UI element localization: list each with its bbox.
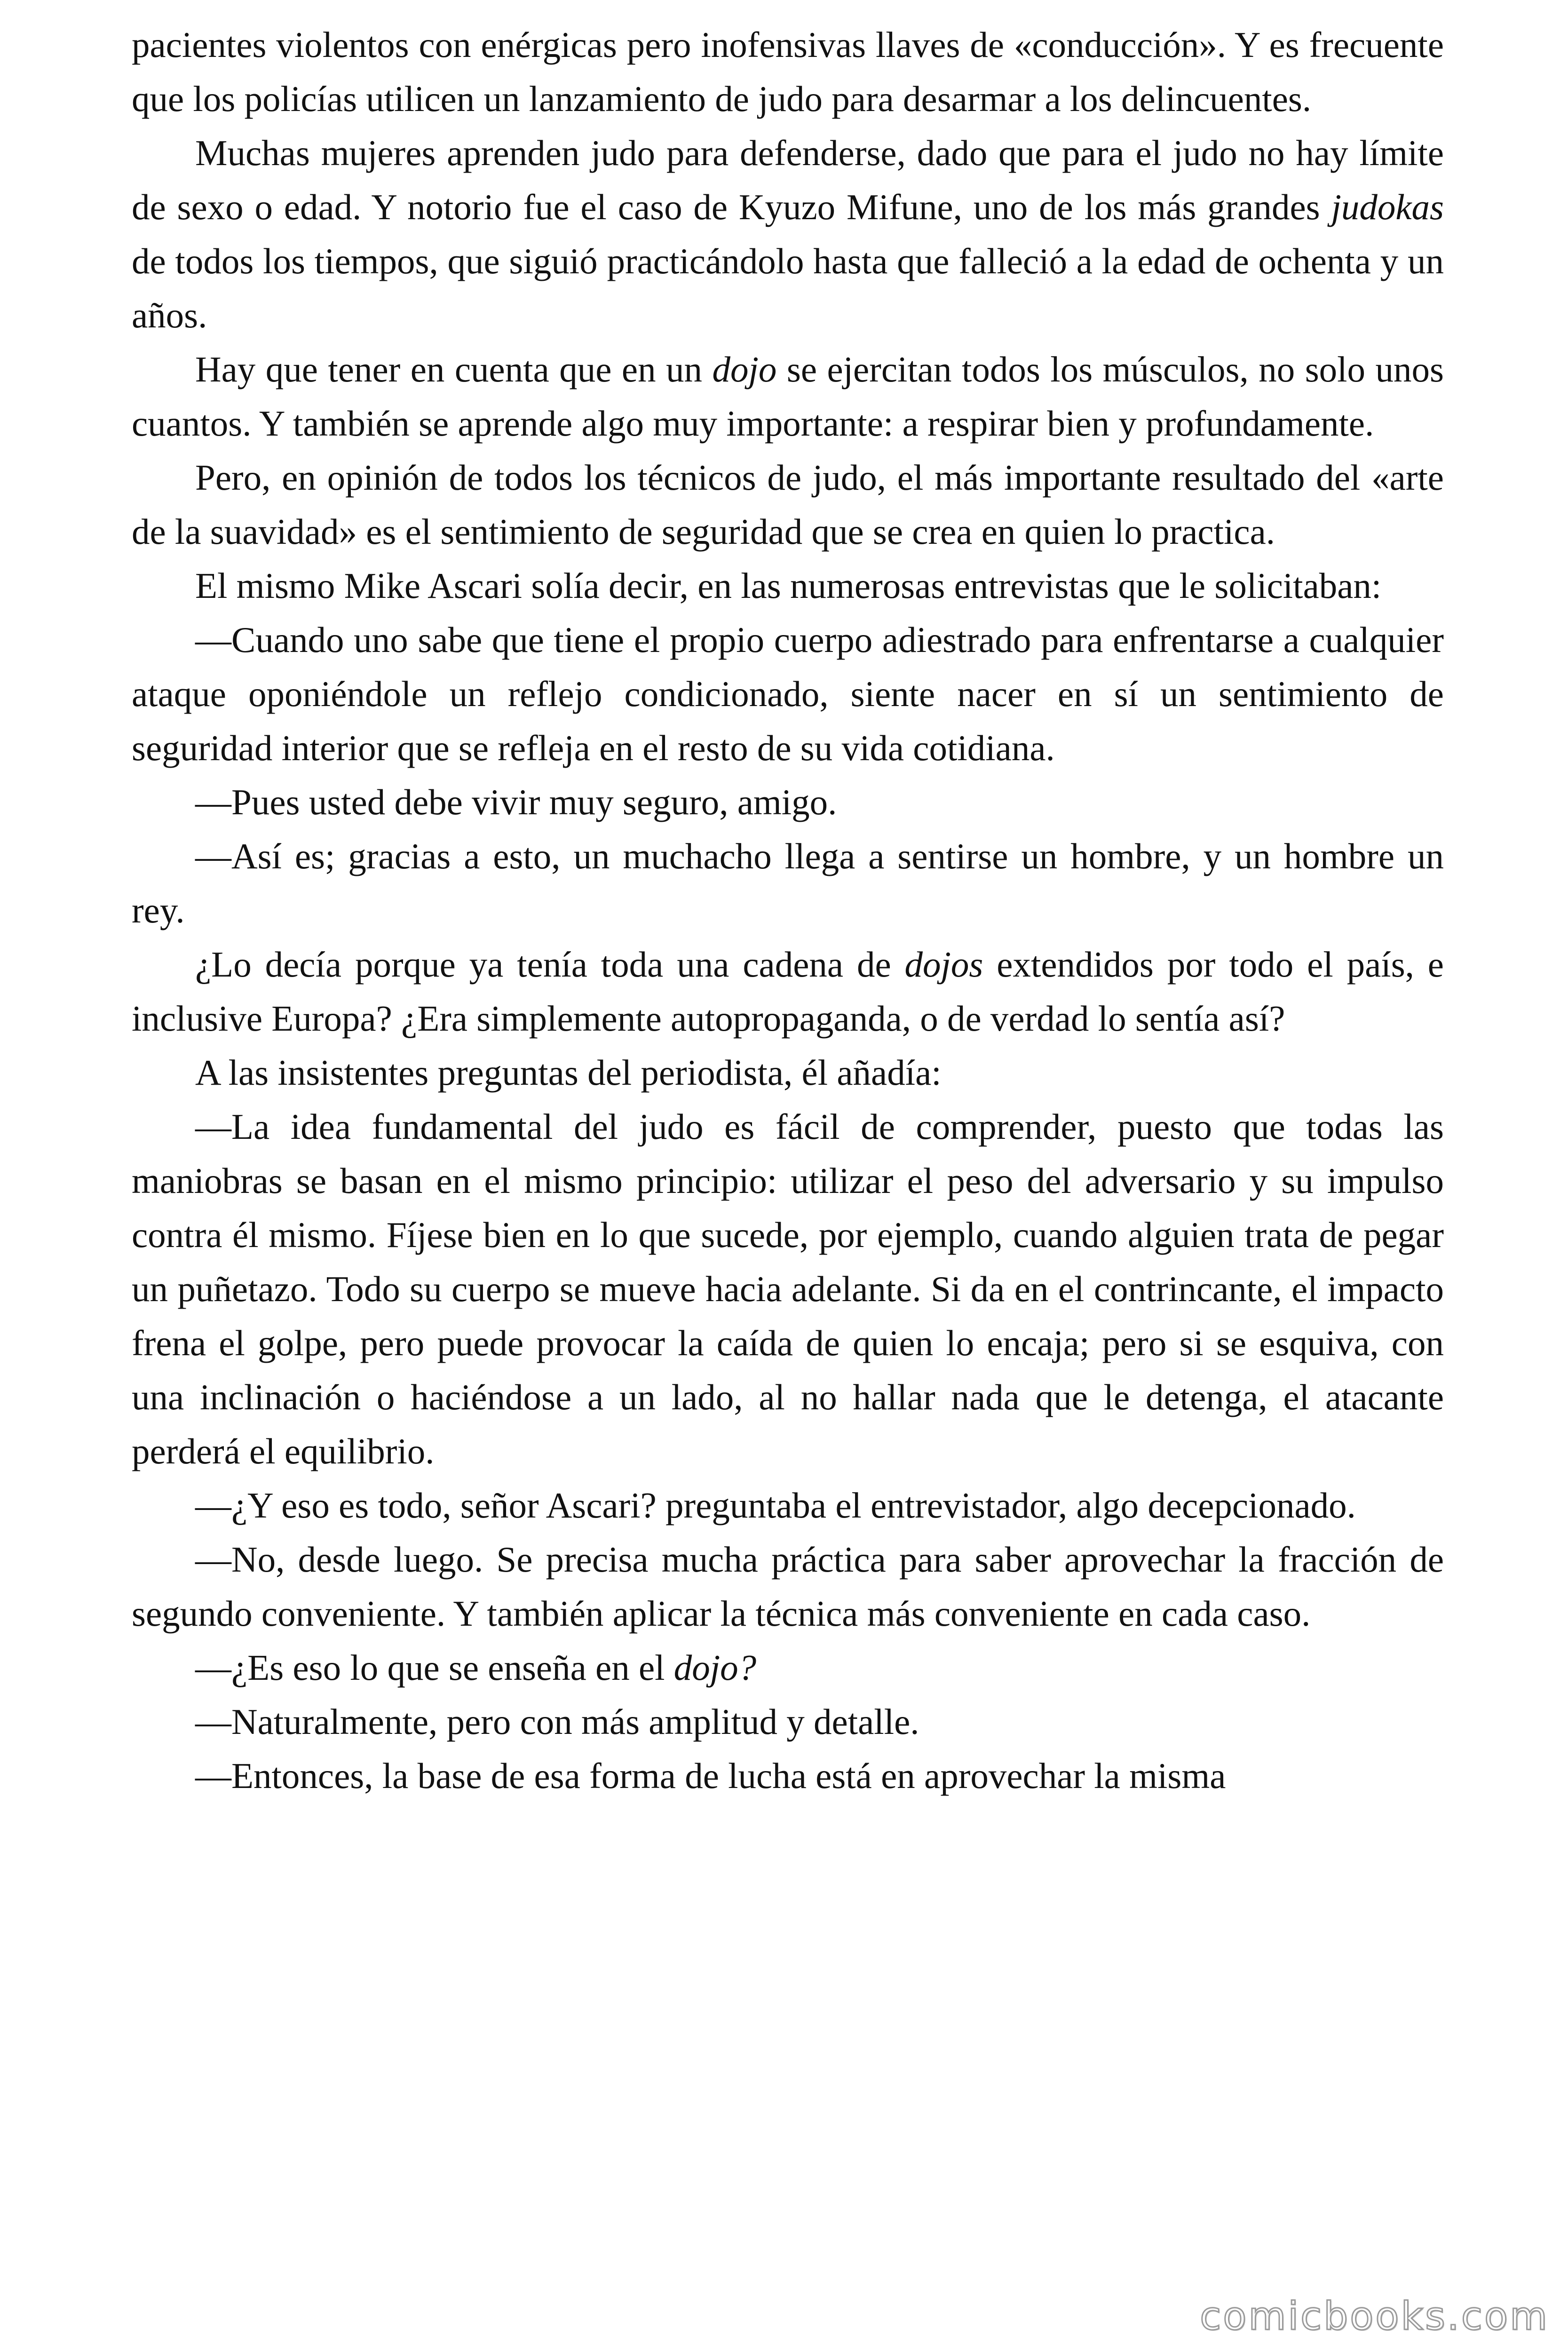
text-segment: Muchas mujeres aprenden judo para defenderse, dado que para el judo no hay límite de sexo o edad. Y notorio fue el caso de Kyuzo Mifune, uno de los más grandes [132,133,1444,227]
paragraph [132,342,1444,451]
text-segment: A las insistentes preguntas del periodista, él añadía: [195,1052,942,1093]
text-segment: pacientes violentos con enérgicas pero inofensivas llaves de «conducción». Y es frecuente que los policías utilicen un lanzamiento de judo para desarmar a los delincuentes. [132,24,1444,119]
paragraph [132,1478,1444,1533]
text-segment: —No, desde luego. Se precisa mucha práctica para saber aprovechar la fracción de segundo conveniente. Y también aplicar la técnica más conveniente en cada caso. [132,1539,1444,1634]
text-segment: —¿Y eso es todo, señor Ascari? preguntaba el entrevistador, algo decepcionado. [195,1485,1356,1526]
paragraph [132,938,1444,1046]
text-segment: extendidos por todo el país, e inclusive Europa? ¿Era simplemente autopropaganda, o de verdad lo sentía así? [132,944,1444,1039]
text-segment: El mismo Mike Ascari solía decir, en las numerosas entrevistas que le solicitaban: [195,565,1382,606]
text-segment: Pero, en opinión de todos los técnicos de judo, el más importante resultado del «arte de la suavidad» es el sentimiento de seguridad que se crea en quien lo practica. [132,457,1444,552]
paragraph [132,18,1444,126]
italic-term: dojo? [673,1647,757,1688]
paragraph [132,559,1444,613]
italic-term: dojo [712,349,777,389]
text-segment: —Pues usted debe vivir muy seguro, amigo. [195,782,837,822]
paragraph [132,451,1444,559]
watermark: comicbooks.com [1200,2294,1549,2339]
paragraph [132,126,1444,342]
text-segment: ¿Lo decía porque ya tenía toda una cadena de [195,944,905,985]
text-segment: —Cuando uno sabe que tiene el propio cuerpo adiestrado para enfrentarse a cualquier ataque oponiéndole un reflejo condicionado, siente nacer en sí un sentimiento de seguridad interior que se refleja en el resto de su vida cotidiana. [132,620,1444,768]
paragraph [132,1749,1444,1803]
text-segment: —Así es; gracias a esto, un muchacho llega a sentirse un hombre, y un hombre un rey. [132,836,1444,930]
text-segment: de todos los tiempos, que siguió practicándolo hasta que falleció a la edad de ochenta y un años. [132,241,1444,335]
paragraph [132,1533,1444,1641]
paragraph [132,829,1444,938]
text-segment: —Entonces, la base de esa forma de lucha está en aprovechar la misma [195,1756,1226,1796]
text-segment: —Naturalmente, pero con más amplitud y detalle. [195,1701,919,1742]
italic-term: dojos [904,944,983,985]
text-segment: Hay que tener en cuenta que en un [195,349,713,389]
paragraph [132,1641,1444,1695]
body-text [132,18,1444,1803]
paragraph [132,775,1444,829]
paragraph [132,1046,1444,1100]
italic-term: judokas [1331,187,1444,227]
text-segment: se ejercitan todos los músculos, no solo unos cuantos. Y también se aprende algo muy importante: a respirar bien y profundamente. [132,349,1444,444]
paragraph [132,613,1444,775]
paragraph [132,1100,1444,1478]
text-segment: —¿Es eso lo que se enseña en el [195,1647,674,1688]
paragraph [132,1695,1444,1749]
text-segment: —La idea fundamental del judo es fácil de comprender, puesto que todas las maniobras se basan en el mismo principio: utilizar el peso del adversario y su impulso contra él mismo. Fíjese bien en lo que sucede, por ejemplo, cuando alguien trata de pegar un puñetazo. Todo su cuerpo se mueve hacia adelante. Si da en el contrincante, el impacto frena el golpe, pero puede provocar la caída de quien lo encaja; pero si se esquiva, con una inclinación o haciéndose a un lado, al no hallar nada que le detenga, el atacante perderá el equilibrio. [132,1106,1444,1471]
